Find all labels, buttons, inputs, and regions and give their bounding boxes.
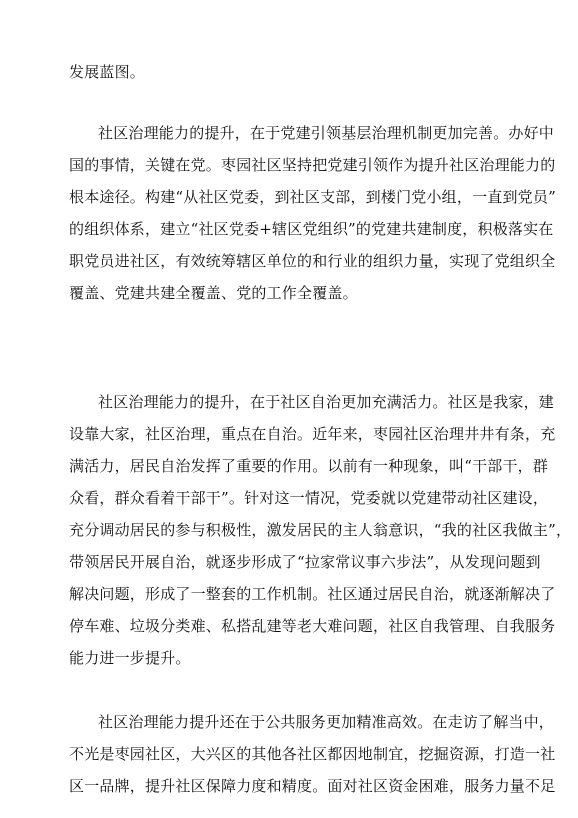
text-line: 社区治理能力的提升，在于党建引领基层治理机制更加完善。办好中 — [98, 124, 555, 142]
text-line: 覆盖、党建共建全覆盖、党的工作全覆盖。 — [69, 284, 358, 302]
paragraph-public-services — [69, 706, 556, 802]
paragraph-party-building — [69, 117, 556, 309]
text-line: 满活力，居民自治发挥了重要的作用。以前有一种现象，叫“干部干，群 — [69, 457, 549, 475]
text-line: 能力进一步提升。 — [69, 649, 191, 667]
text-line: 区一品牌，提升社区保障力度和精度。面对社区资金困难，服务力量不足 — [69, 777, 556, 795]
text-line: 社区治理能力的提升，在于社区自治更加充满活力。社区是我家，建 — [98, 393, 555, 411]
text-line: 停车难、垃圾分类难、私搭乱建等老大难问题，社区自我管理、自我服务 — [69, 617, 556, 635]
text-line: 设靠大家，社区治理，重点在自治。近年来，枣园社区治理井井有条，充 — [69, 425, 556, 443]
paragraph-continuation — [69, 56, 511, 88]
text-line: 不光是枣园社区，大兴区的其他各社区都因地制宜，挖掘资源，打造一社 — [69, 745, 556, 763]
text-line: 充分调动居民的参与积极性，激发居民的主人翁意识，“我的社区我做主”， — [69, 521, 572, 539]
text-line: 国的事情，关键在党。枣园社区坚持把党建引领作为提升社区治理能力的 — [69, 156, 556, 174]
text-line: 根本途径。构建“从社区党委，到社区支部，到楼门党小组，一直到党员” — [69, 188, 556, 206]
text-line: 解决问题，形成了一整套的工作机制。社区通过居民自治，就逐渐解决了 — [69, 585, 556, 603]
text-line: 众看，群众看着干部干”。针对这一情况，党委就以党建带动社区建设， — [69, 489, 549, 507]
text-line: 社区治理能力提升还在于公共服务更加精准高效。在走访了解当中， — [98, 713, 555, 731]
text-line: 发展蓝图。 — [69, 63, 146, 81]
paragraph-self-governance — [69, 386, 572, 674]
text-line: 的组织体系，建立“社区党委+辖区党组织”的党建共建制度，积极落实在 — [69, 220, 554, 238]
text-line: 带领居民开展自治，就逐步形成了“拉家常议事六步法”，从发现问题到 — [69, 553, 541, 571]
text-line: 职党员进社区，有效统筹辖区单位的和行业的组织力量，实现了党组织全 — [69, 252, 556, 270]
